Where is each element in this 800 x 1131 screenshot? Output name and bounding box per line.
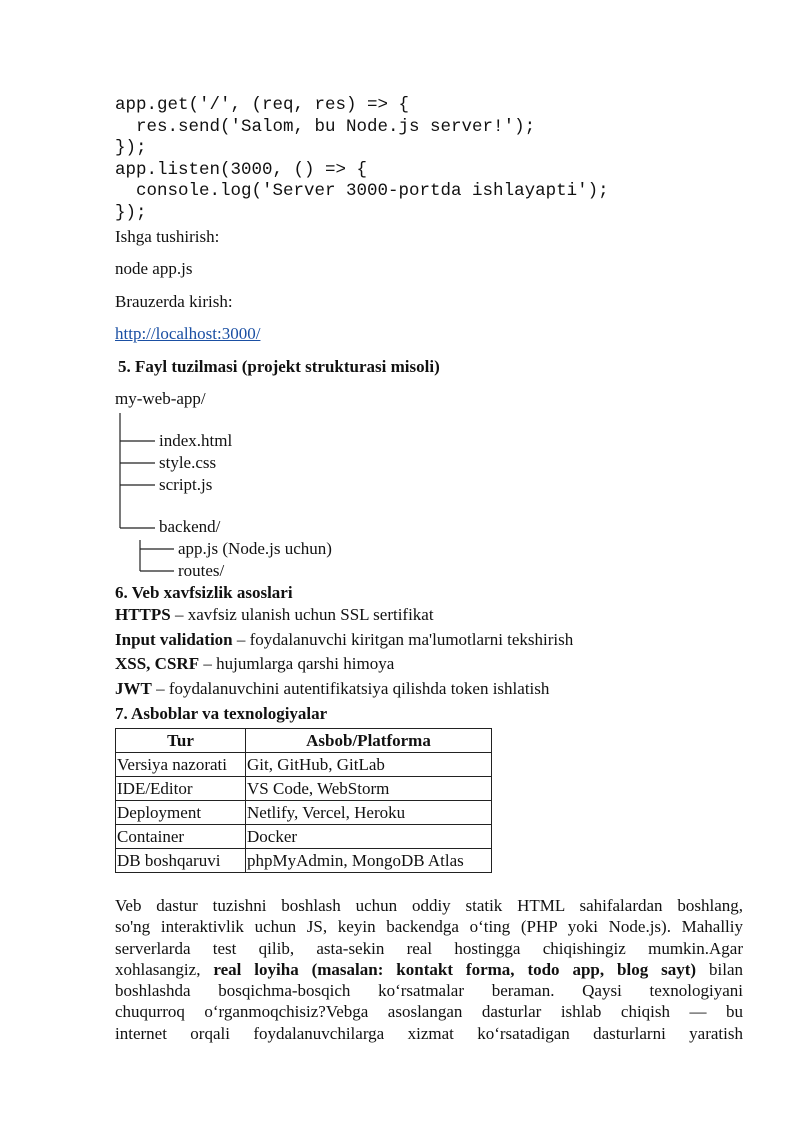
table-row bbox=[116, 801, 492, 825]
security-item: JWT – foydalanuvchini autentifikatsiya qilishda token ishlatish bbox=[115, 679, 550, 698]
run-label: Ishga tushirish: bbox=[115, 227, 220, 246]
security-item: XSS, CSRF – hujumlarga qarshi himoya bbox=[115, 654, 395, 673]
table-header-row bbox=[116, 729, 492, 753]
table-cell: IDE/Editor bbox=[116, 777, 246, 801]
table-cell: Docker bbox=[246, 825, 492, 849]
table-cell: Git, GitHub, GitLab bbox=[246, 753, 492, 777]
closing-paragraph bbox=[115, 895, 743, 1044]
security-item: Input validation – foydalanuvchi kiritgan ma'lumotlarni tekshirish bbox=[115, 630, 574, 649]
paragraph-line: boshlashda bosqichma-bosqich koʻrsatmalar beraman. Qaysi texnologiyani bbox=[115, 981, 743, 1001]
tools-table bbox=[115, 728, 492, 873]
tree-folder-backend: backend/ bbox=[159, 517, 221, 536]
tree-folder-routes: routes/ bbox=[178, 561, 225, 580]
table-cell: Netlify, Vercel, Heroku bbox=[246, 801, 492, 825]
code-line: console.log('Server 3000-portda ishlayapti'); bbox=[115, 181, 609, 201]
tree-file-script: script.js bbox=[159, 475, 213, 494]
paragraph-line: xohlasangiz, real loyiha (masalan: kontakt forma, todo app, blog sayt) bilan bbox=[115, 959, 744, 979]
code-line: res.send('Salom, bu Node.js server!'); bbox=[115, 116, 536, 137]
code-line: }); bbox=[115, 138, 147, 158]
code-line: }); bbox=[115, 202, 147, 223]
section-5-heading: 5. Fayl tuzilmasi (projekt strukturasi misoli) bbox=[118, 357, 440, 376]
section-7-heading: 7. Asboblar va texnologiyalar bbox=[115, 704, 328, 723]
browser-label: Brauzerda kirish: bbox=[115, 292, 233, 311]
code-line: app.listen(3000, () => { bbox=[115, 159, 368, 180]
code-block bbox=[115, 95, 609, 224]
table-header-cell: Asbob/Platforma bbox=[246, 729, 492, 753]
table-header-cell: Tur bbox=[116, 729, 246, 753]
table-row bbox=[116, 825, 492, 849]
table-row bbox=[116, 777, 492, 801]
paragraph-line: Veb dastur tuzishni boshlash uchun oddiy statik HTML sahifalardan boshlang, bbox=[115, 896, 743, 915]
tree-root: my-web-app/ bbox=[115, 389, 206, 408]
code-line: app.get('/', (req, res) => { bbox=[115, 95, 410, 115]
localhost-link[interactable]: http://localhost:3000/ bbox=[115, 324, 261, 343]
paragraph-line: so'ng interaktivlik uchun JS, keyin backendga oʻting (PHP yoki Node.js). Mahalliy bbox=[115, 917, 743, 937]
table-cell: VS Code, WebStorm bbox=[246, 777, 492, 801]
paragraph-line: internet orqali foydalanuvchilarga xizmat koʻrsatadigan dasturlarni yaratish bbox=[115, 1023, 743, 1043]
paragraph-line: chuqurroq oʻrganmoqchisiz?Vebga asoslangan dasturlar ishlab chiqish — bu bbox=[115, 1002, 743, 1022]
table-cell: DB boshqaruvi bbox=[116, 849, 246, 873]
paragraph-line: serverlarda test qilib, asta-sekin real hostingga chiqishingiz mumkin.Agar bbox=[115, 938, 743, 958]
table-cell: Container bbox=[116, 825, 246, 849]
table-row bbox=[116, 849, 492, 873]
tree-file-index: index.html bbox=[159, 431, 233, 450]
table-cell: Deployment bbox=[116, 801, 246, 825]
table-cell: phpMyAdmin, MongoDB Atlas bbox=[246, 849, 492, 873]
table-row bbox=[116, 753, 492, 777]
tree-file-app: app.js (Node.js uchun) bbox=[178, 539, 332, 558]
tree-file-style: style.css bbox=[159, 453, 217, 472]
security-item: HTTPS – xavfsiz ulanish uchun SSL sertifikat bbox=[115, 605, 434, 624]
run-command: node app.js bbox=[115, 259, 193, 278]
section-6-heading: 6. Veb xavfsizlik asoslari bbox=[115, 583, 293, 602]
table-cell: Versiya nazorati bbox=[116, 753, 246, 777]
